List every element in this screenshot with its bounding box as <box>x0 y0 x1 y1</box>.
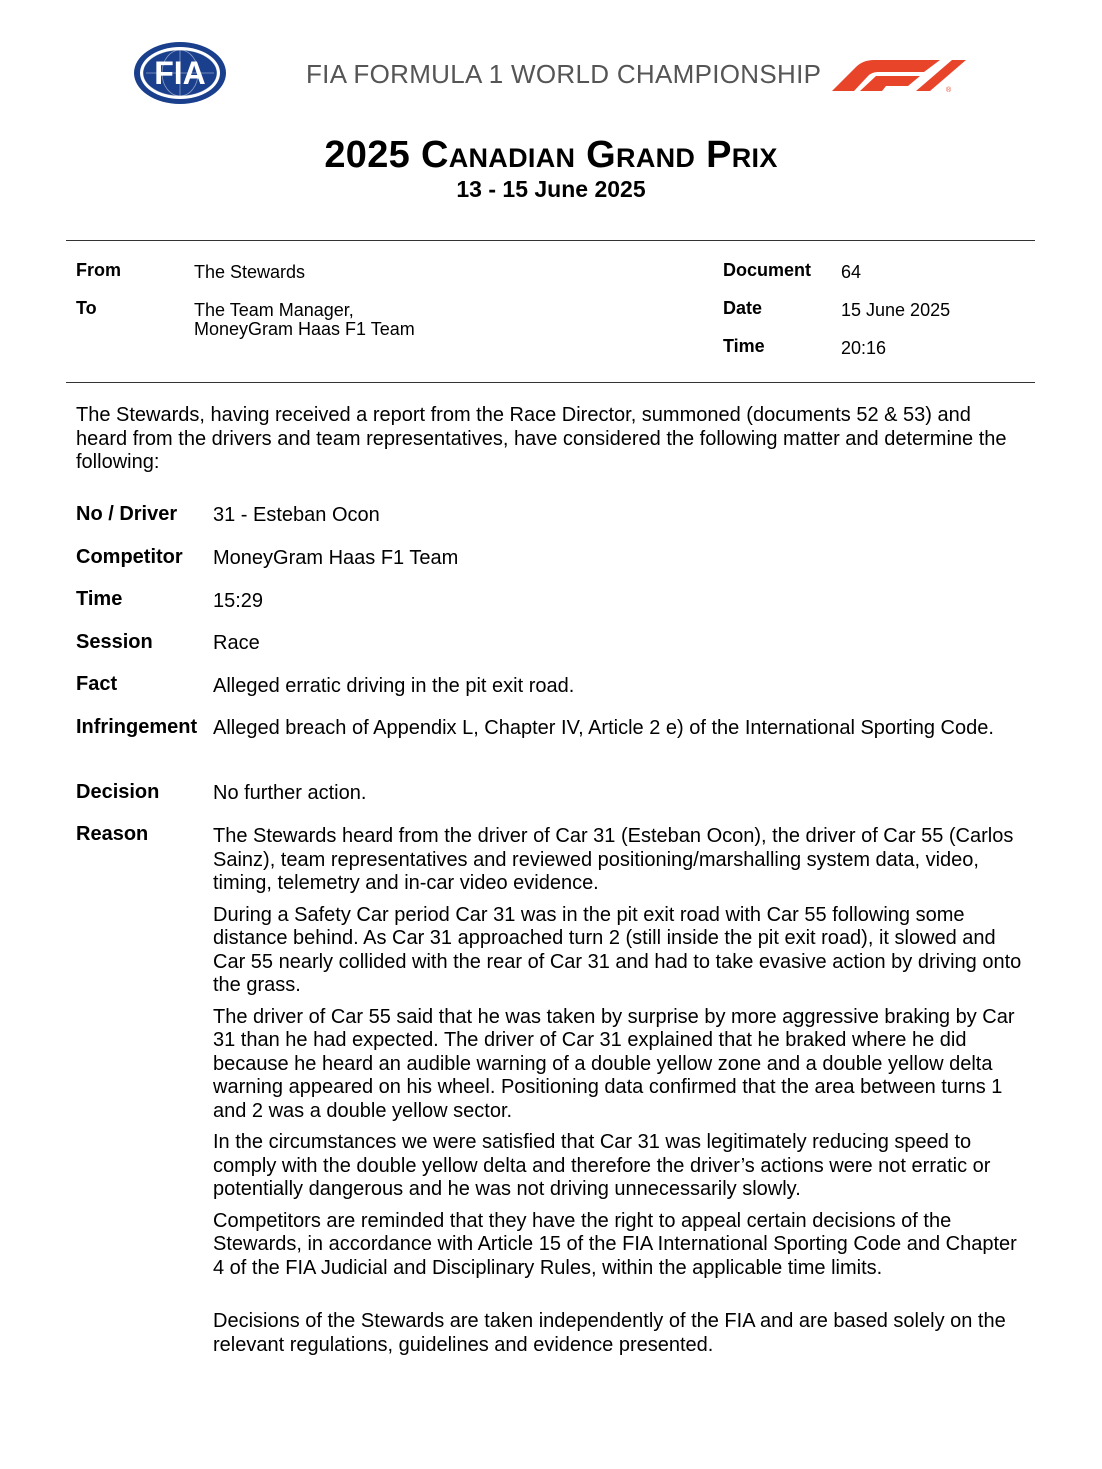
top-divider <box>66 240 1035 241</box>
independence-notice: Decisions of the Stewards are taken independently of the FIA and are based solely on the relevant regulations, guidelines and evidence presented. <box>213 1310 1006 1356</box>
time-value: 20:16 <box>841 338 887 358</box>
session-label: Session <box>76 631 153 653</box>
driver-value: 31 - Esteban Ocon <box>213 504 380 526</box>
reason-label: Reason <box>76 823 149 845</box>
decision-label: Decision <box>76 781 160 803</box>
session-value: Race <box>213 632 260 654</box>
fia-logo <box>132 40 228 106</box>
event-dates: 13 - 15 June 2025 <box>456 176 646 202</box>
bottom-divider <box>66 382 1035 383</box>
reason-body <box>213 825 1025 1365</box>
fact-label: Fact <box>76 673 118 695</box>
championship-title: FIA FORMULA 1 WORLD CHAMPIONSHIP <box>306 59 822 89</box>
from-label: From <box>76 260 121 280</box>
reason-paragraph: The driver of Car 55 said that he was taken by surprise by more aggressive braking by Car 31 than he had expected. The driver of Car 31 explained that he braked where he did because he heard an audible warning of a double yellow zone and a double yellow delta warning appeared on his wheel. Positioning data confirmed that the area between turns 1 and 2 was a double yellow sector. <box>213 1005 1015 1122</box>
from-value: The Stewards <box>194 262 306 282</box>
incident-time-value: 15:29 <box>213 590 264 612</box>
to-label: To <box>76 298 97 318</box>
competitor-value: MoneyGram Haas F1 Team <box>213 547 459 569</box>
to-value-line1: The Team Manager, <box>194 300 354 320</box>
f1-logo <box>830 55 970 95</box>
incident-time-label: Time <box>76 588 123 610</box>
time-label: Time <box>723 336 765 356</box>
svg-text:®: ® <box>946 87 952 94</box>
appeal-notice: Competitors are reminded that they have the right to appeal certain decisions of the Stewards, in accordance with Article 15 of the FIA International Sporting Code and Chapter 4 of the FIA Judicial and Disciplinary Rules, within the applicable time limits. <box>213 1209 1017 1279</box>
infringement-value: Alleged breach of Appendix L, Chapter IV, Article 2 e) of the International Sporting Code. <box>213 717 994 739</box>
document-number: 64 <box>841 262 862 282</box>
fia-logo-text: FIA <box>154 55 206 91</box>
event-title: 2025 Canadian Grand Prix <box>324 134 778 176</box>
document-label: Document <box>723 260 812 280</box>
to-value-line2: MoneyGram Haas F1 Team <box>194 319 415 339</box>
date-label: Date <box>723 298 763 318</box>
competitor-label: Competitor <box>76 546 183 568</box>
intro-paragraph: The Stewards, having received a report from the Race Director, summoned (documents 52 & 53) and heard from the drivers and team representatives, have considered the following matter and determine the following: <box>76 404 1007 473</box>
reason-paragraph: The Stewards heard from the driver of Car 31 (Esteban Ocon), the driver of Car 55 (Carlos Sainz), team representatives and reviewed positioning/marshalling system data, video, timing, telemetry and in-car video evidence. <box>213 825 1014 894</box>
driver-label: No / Driver <box>76 503 178 525</box>
reason-paragraph: During a Safety Car period Car 31 was in the pit exit road with Car 55 following some distance behind. As Car 31 approached turn 2 (still inside the pit exit road), it slowed and Car 55 nearly collided with the rear of Car 31 and had to take evasive action by driving onto the grass. <box>213 903 1022 996</box>
fact-value: Alleged erratic driving in the pit exit road. <box>213 675 575 697</box>
reason-paragraph: In the circumstances we were satisfied that Car 31 was legitimately reducing speed to comply with the double yellow delta and therefore the driver’s actions were not erratic or potentially dangerous and he was not driving unnecessarily slowly. <box>213 1131 991 1200</box>
infringement-label: Infringement <box>76 716 198 738</box>
decision-value: No further action. <box>213 782 367 804</box>
date-value: 15 June 2025 <box>841 300 951 320</box>
document-header <box>0 0 1102 120</box>
